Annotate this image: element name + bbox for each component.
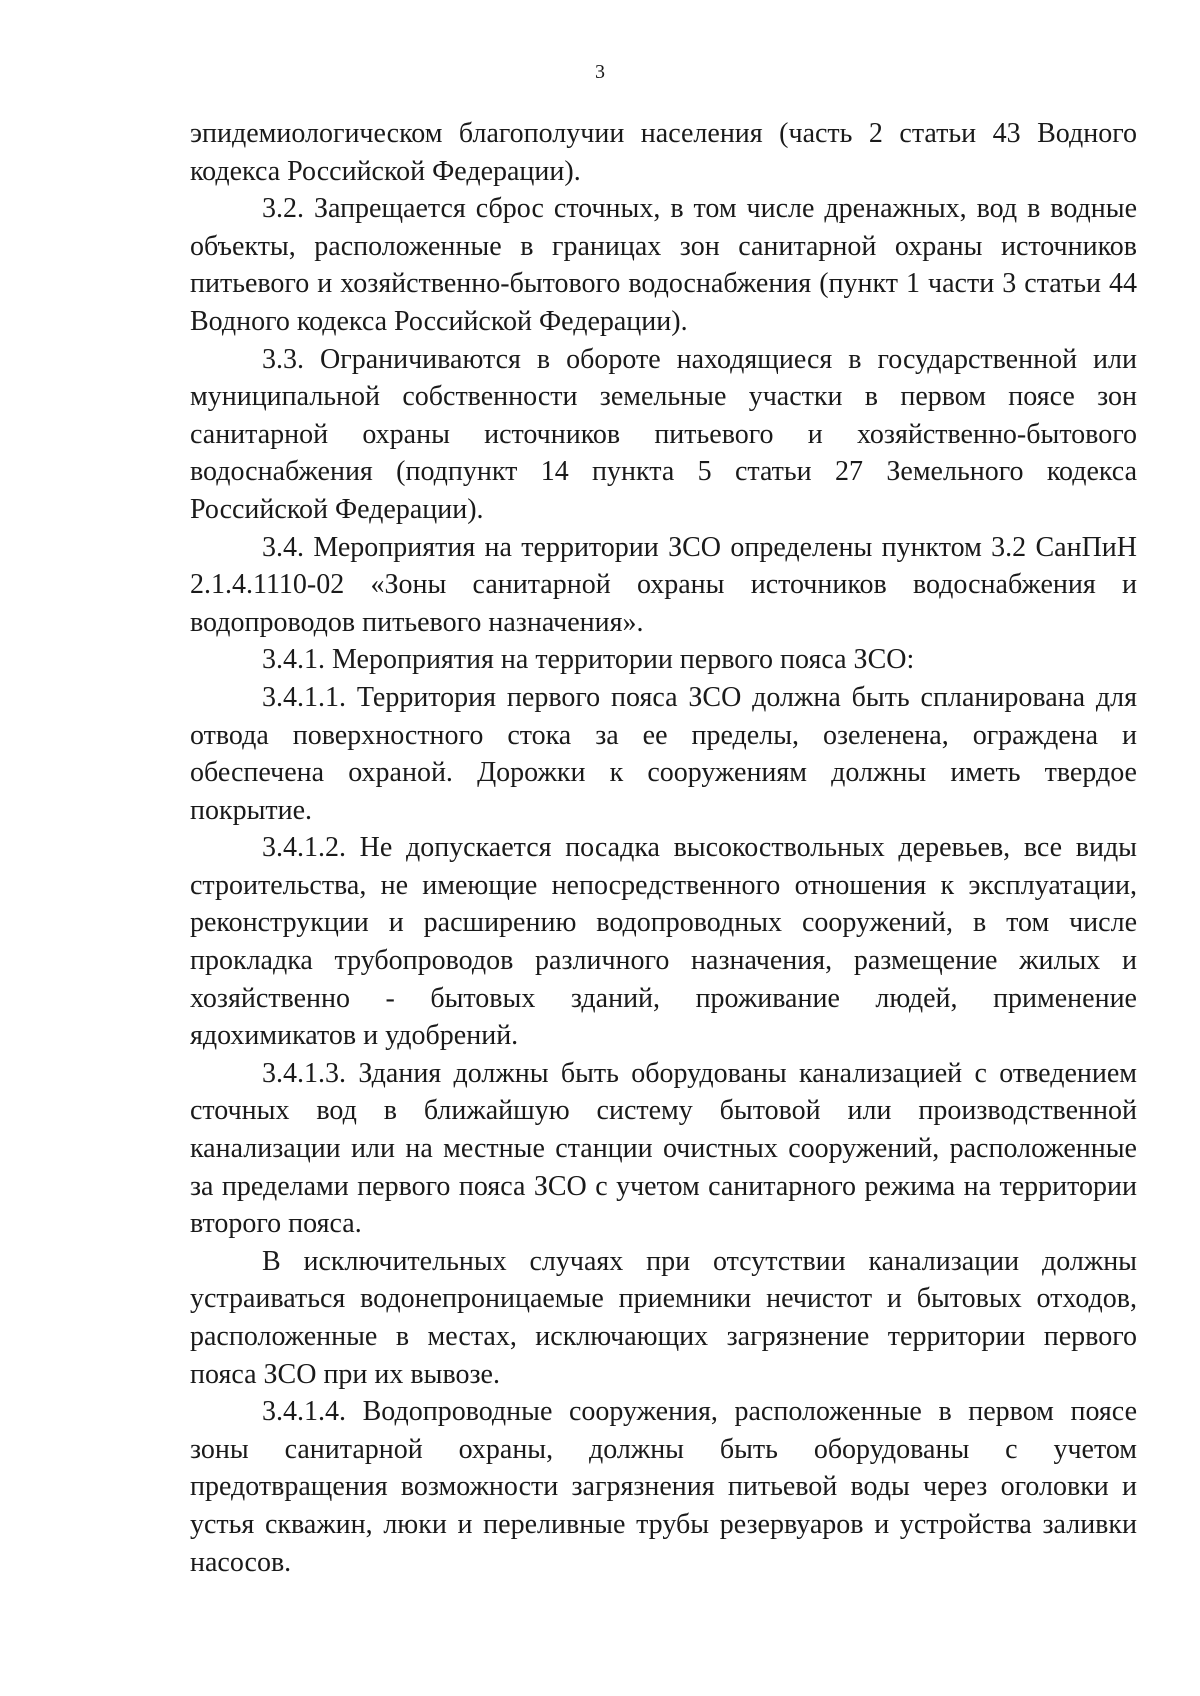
paragraph-3-2: 3.2. Запрещается сброс сточных, в том числе дренажных, вод в водные объекты, расположенные в границах зон санитарной охраны источников питьевого и хозяйственно-бытового водоснабжения (пункт 1 части 3 статьи 44 Водного кодекса Российской Федерации). bbox=[190, 193, 1137, 337]
paragraph-3-3: 3.3. Ограничиваются в обороте находящиеся в государственной или муниципальной собственности земельные участки в первом поясе зон санитарной охраны источников питьевого и хозяйственно-бытового водоснабжения (подпункт 14 пункта 5 статьи 27 Земельного кодекса Российской Федерации). bbox=[190, 343, 1137, 525]
paragraph-3-4-1-4: 3.4.1.4. Водопроводные сооружения, расположенные в первом поясе зоны санитарной охраны, должны быть оборудованы с учетом предотвращения возможности загрязнения питьевой воды через оголовки и устья скважин, люки и переливные трубы резервуаров и устройства заливки насосов. bbox=[190, 1396, 1137, 1578]
paragraph-3-4-1-1: 3.4.1.1. Территория первого пояса ЗСО должна быть спланирована для отвода поверхностного стока за ее пределы, озеленена, ограждена и обеспечена охраной. Дорожки к сооружениям должны иметь твердое покрытие. bbox=[190, 681, 1137, 826]
paragraph-3-4-1: 3.4.1. Мероприятия на территории первого пояса ЗСО: bbox=[262, 644, 915, 676]
paragraph-3-4: 3.4. Мероприятия на территории ЗСО определены пунктом 3.2 СанПиН 2.1.4.1110-02 «Зоны санитарной охраны источников водоснабжения и водопроводов питьевого назначения». bbox=[190, 531, 1137, 638]
paragraph-continuation: эпидемиологическом благополучии населения (часть 2 статьи 43 Водного кодекса Российской Федерации). bbox=[190, 118, 1137, 187]
document-body bbox=[190, 115, 1137, 1581]
page-number: 3 bbox=[595, 61, 605, 83]
paragraph-3-4-1-2: 3.4.1.2. Не допускается посадка высокоствольных деревьев, все виды строительства, не имеющие непосредственного отношения к эксплуатации, реконструкции и расширению водопроводных сооружений, в том числе прокладка трубопроводов различного назначения, размещение жилых и хозяйственно - бытовых зданий, проживание людей, применение ядохимикатов и удобрений. bbox=[190, 832, 1137, 1052]
paragraph-3-4-1-3: 3.4.1.3. Здания должны быть оборудованы канализацией с отведением сточных вод в ближайшую систему бытовой или производственной канализации или на местные станции очистных сооружений, расположенные за пределами первого пояса ЗСО с учетом санитарного режима на территории второго пояса. bbox=[190, 1057, 1137, 1240]
paragraph-exceptional-cases: В исключительных случаях при отсутствии канализации должны устраиваться водонепроницаемые приемники нечистот и бытовых отходов, расположенные в местах, исключающих загрязнение территории первого пояса ЗСО при их вывозе. bbox=[190, 1245, 1137, 1390]
